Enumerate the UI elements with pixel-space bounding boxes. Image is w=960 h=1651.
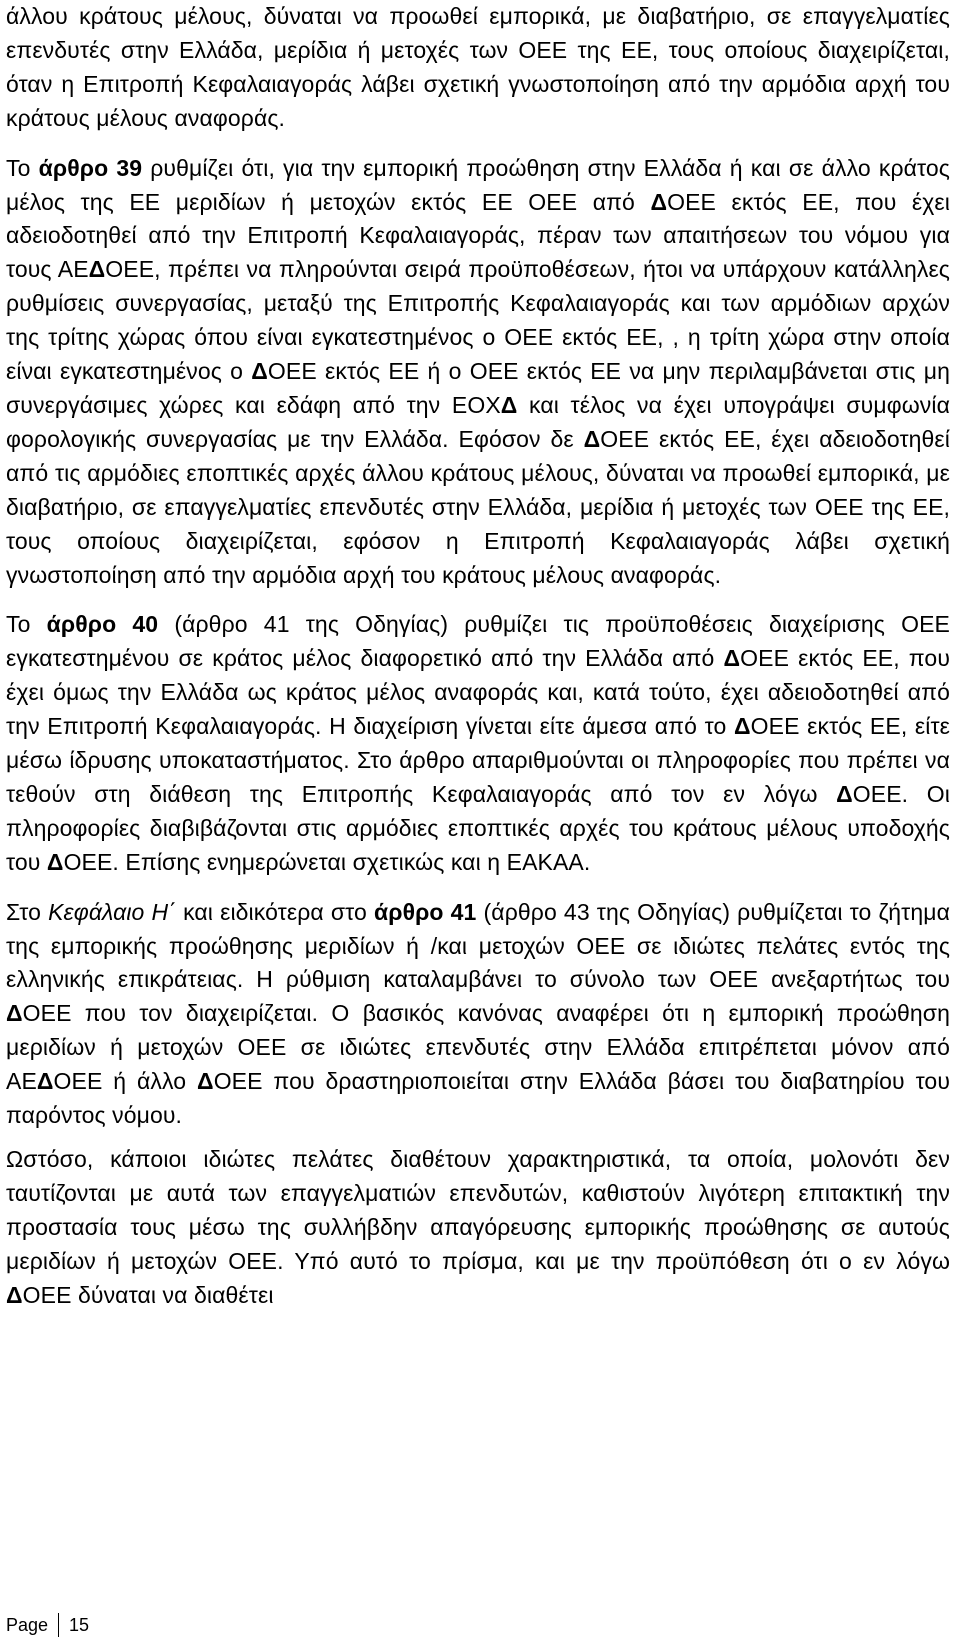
bold-text: Δ — [723, 645, 741, 672]
bold-text: Δ — [197, 1068, 214, 1095]
page-label: Page — [6, 1614, 49, 1635]
text-run: ΟΕΕ εκτός ΕΕ, που έχει αδειοδοτηθεί από την Επιτροπή Κεφαλαιαγοράς, πέραν των απαιτήσεων του νόμου για τους ΑΕ — [6, 188, 950, 283]
text-run: (άρθρο 43 της Οδηγίας) ρυθμίζεται το ζήτημα της εμπορικής προώθησης μεριδίων ή /και μετοχών ΟΕΕ σε ιδιώτες πελάτες εντός της ελληνικής επικράτειας. Η ρύθμιση καταλαμβάνει το σύνολο των ΟΕΕ ανεξαρτήτως του — [6, 898, 950, 993]
bold-text: Δ — [583, 425, 601, 452]
bold-text: Δ — [46, 848, 64, 875]
text-run: ΟΕΕ, πρέπει να πληρούνται σειρά προϋποθέσεων, ήτοι να υπάρχουν κατάλληλες ρυθμίσεις συνεργασίας, μεταξύ της Επιτροπής Κεφαλαιαγοράς και των αρμόδιων αρχών της τρίτης χώρας όπου είναι εγκατεστημένος ο ΟΕΕ εκτός ΕΕ, , η τρίτη χώρα στην οποία είναι εγκατεστημένος ο — [6, 256, 950, 385]
text-run: ΟΕΕ. Επίσης ενημερώνεται σχετικώς και η ΕΑΚΑΑ. — [63, 848, 591, 875]
bold-text: Δ — [88, 256, 106, 283]
text-run: ΟΕΕ που δραστηριοποιείται στην Ελλάδα βάσει του διαβατηρίου του παρόντος νόμου. — [6, 1068, 950, 1129]
bold-text: Δ — [836, 780, 853, 807]
text-run: Το — [6, 154, 39, 181]
bold-text: Δ — [734, 713, 751, 740]
bold-text: Δ — [650, 188, 668, 215]
text-run: (άρθρο 41 της Οδηγίας) ρυθμίζει τις προϋποθέσεις διαχείρισης ΟΕΕ εγκατεστημένου σε κράτος μέλος διαφορετικό από την Ελλάδα από — [6, 611, 950, 672]
italic-text: Κεφάλαιο Η΄ — [48, 898, 176, 925]
text-run: ΟΕΕ εκτός ΕΕ, που έχει όμως την Ελλάδα ως κράτος μέλος αναφοράς και, κατά τούτο, έχει αδειοδοτηθεί από την Επιτροπή Κεφαλαιαγοράς. Η διαχείριση γίνεται είτε άμεσα από το — [6, 645, 950, 740]
bold-text: άρθρο 40 — [46, 611, 159, 638]
text-run: ΟΕΕ που τον διαχειρίζεται. Ο βασικός κανόνας αναφέρει ότι η εμπορική προώθηση μεριδίων ή μετοχών ΟΕΕ σε ιδιώτες επενδυτές στην Ελλάδα επιτρέπεται μόνον από ΑΕ — [6, 1000, 950, 1095]
footer-separator — [58, 1613, 59, 1637]
text-run: Ωστόσο, κάποιοι ιδιώτες πελάτες διαθέτουν χαρακτηριστικά, τα οποία, μολονότι δεν ταυτίζονται με αυτά των επαγγελματιών επενδυτών, καθιστούν λιγότερη επιτακτική την προστασία τους μέσω της συλλήβδην απαγόρευσης εμπορικής προώθησης σε αυτούς μεριδίων ή μετοχών ΟΕΕ. Υπό αυτό το πρίσμα, και με την προϋπόθεση ότι ο εν λόγω — [6, 1146, 950, 1274]
text-run: ΟΕΕ εκτός ΕΕ ή ο ΟΕΕ εκτός ΕΕ να μην περιλαμβάνεται στις μη συνεργάσιμες χώρες και εδάφη από την ΕΟΧ — [6, 358, 950, 418]
bold-text: Δ — [36, 1068, 54, 1095]
bold-text: άρθρο 41 — [374, 898, 477, 925]
paragraph-article-40 — [6, 608, 950, 879]
text-run: Στο — [6, 898, 49, 925]
text-run: ΟΕΕ. Οι πληροφορίες διαβιβάζονται στις αρμόδιες εποπτικές αρχές του κράτους μέλους υποδοχής του — [6, 780, 950, 875]
text-run: ΟΕΕ ή άλλο — [53, 1068, 198, 1095]
bold-text: άρθρο 39 — [38, 154, 143, 181]
bold-text: Δ — [6, 1000, 23, 1027]
paragraph-1 — [6, 0, 950, 136]
text-run: και ειδικότερα στο — [176, 898, 374, 925]
page-footer — [6, 1611, 89, 1639]
body-text — [6, 0, 950, 1313]
paragraph-retail-clients — [6, 1143, 950, 1313]
page-number: 15 — [69, 1614, 90, 1635]
text-run: ΟΕΕ εκτός ΕΕ, έχει αδειοδοτηθεί από τις αρμόδιες εποπτικές αρχές άλλου κράτους μέλους, δύναται να προωθεί εμπορικά, με διαβατήριο, σε επαγγελματίες επενδυτές στην Ελλάδα, μερίδια ή μετοχές των ΟΕΕ της ΕΕ, τους οποίους διαχειρίζεται, εφόσον η Επιτροπή Κεφαλαιαγοράς λάβει σχετική γνωστοποίηση από την αρμόδια αρχή του κράτους μέλους αναφοράς. — [6, 425, 950, 588]
text-run: και τέλος να έχει υπογράψει συμφωνία φορολογικής συνεργασίας με την Ελλάδα. Εφόσον δε — [6, 391, 950, 452]
text-run: ΟΕΕ δύναται να διαθέτει — [22, 1281, 274, 1308]
text-run: ρυθμίζει ότι, για την εμπορική προώθηση στην Ελλάδα ή και σε άλλο κράτος μέλος της ΕΕ μεριδίων ή μετοχών εκτός ΕΕ ΟΕΕ από — [6, 154, 950, 215]
bold-text: Δ — [251, 358, 268, 385]
text-run: άλλου κράτους μέλους, δύναται να προωθεί εμπορικά, με διαβατήριο, σε επαγγελματίες επενδυτές στην Ελλάδα, μερίδια ή μετοχές των ΟΕΕ της ΕΕ, τους οποίους διαχειρίζεται, όταν η Επιτροπή Κεφαλαιαγοράς λάβει σχετική γνωστοποίηση από την αρμόδια αρχή του κράτους μέλους αναφοράς. — [6, 3, 950, 131]
text-run: Το — [6, 611, 47, 638]
text-run: ΟΕΕ εκτός ΕΕ, είτε μέσω ίδρυσης υποκαταστήματος. Στο άρθρο απαριθμούνται οι πληροφορίες που πρέπει να τεθούν στη διάθεση της Επιτροπής Κεφαλαιαγοράς από τον εν λόγω — [6, 713, 951, 807]
bold-text: Δ — [6, 1281, 23, 1308]
paragraph-article-39 — [6, 152, 950, 593]
paragraph-article-41 — [6, 896, 950, 1133]
bold-text: Δ — [500, 391, 518, 418]
